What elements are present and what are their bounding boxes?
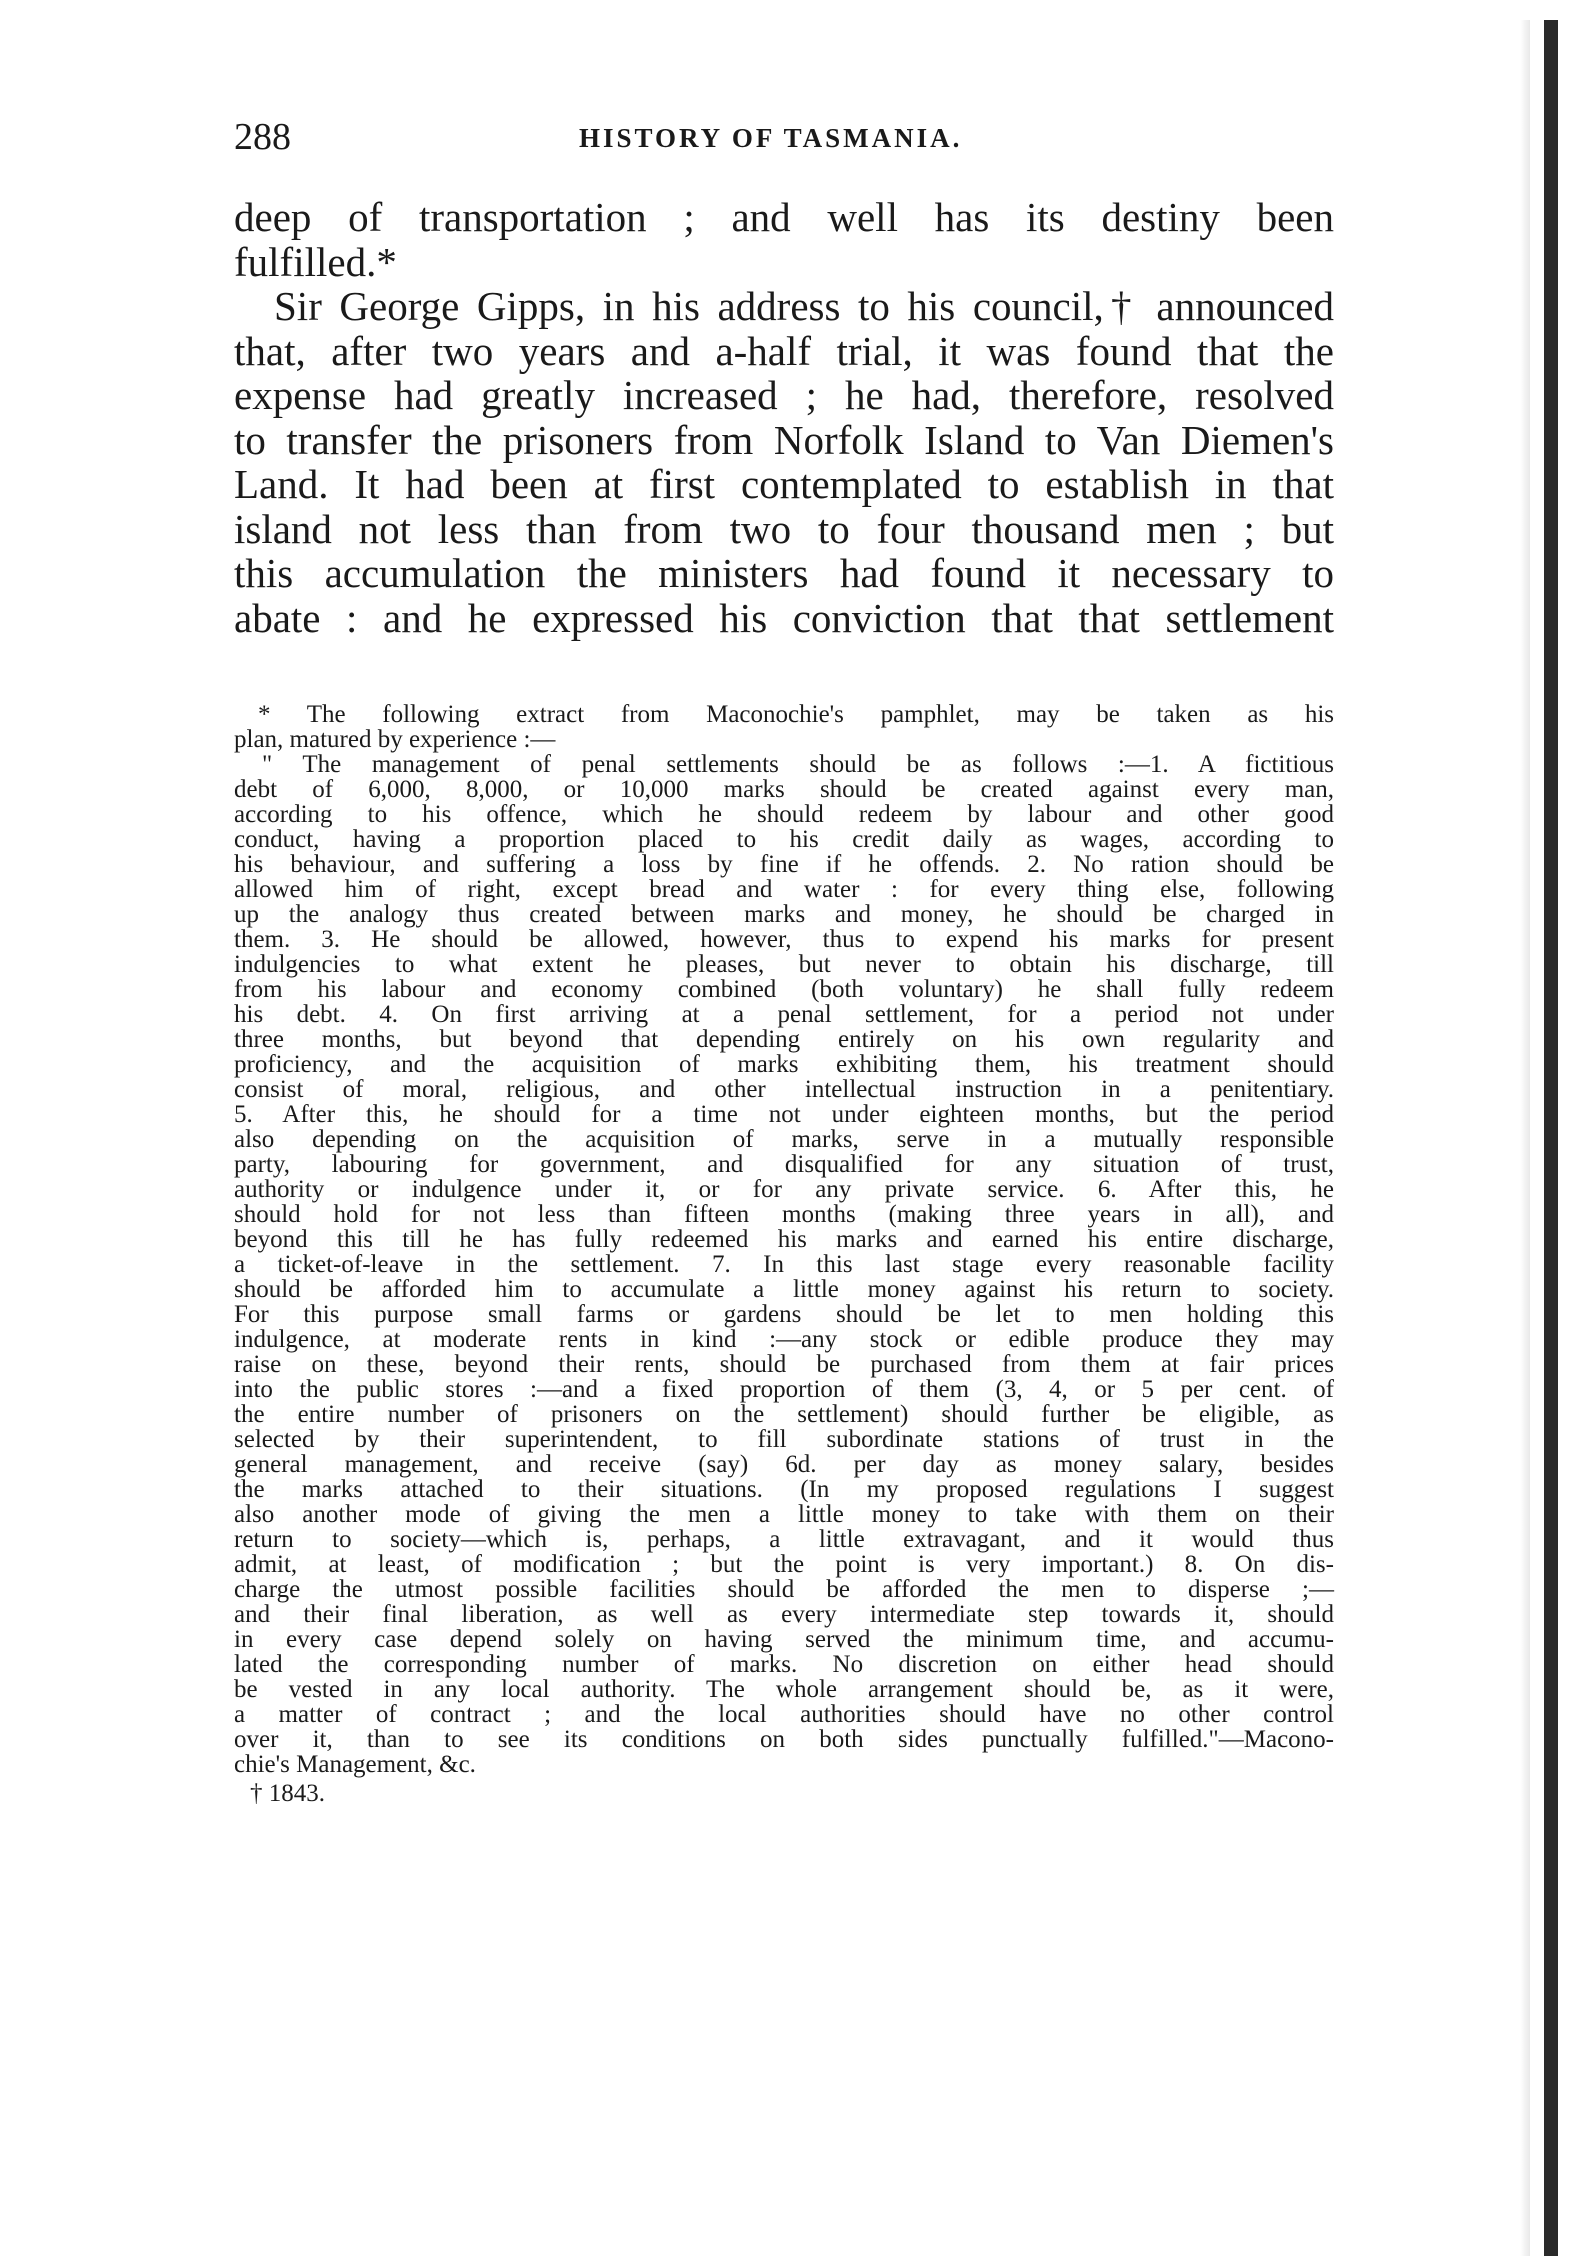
- footnote-star: [234, 702, 1334, 1777]
- scan-edge-shadow: [1520, 20, 1530, 2256]
- footnote-line: also another mode of giving the men a little money to take with them on their: [234, 1501, 1334, 1528]
- footnote-line: should hold for not less than fifteen months (making three years in all), and: [234, 1201, 1334, 1228]
- footnote-line: admit, at least, of modification ; but the point is very important.) 8. On dis-: [234, 1551, 1334, 1578]
- body-line: Land. It had been at first contemplated to establish in that: [234, 461, 1334, 507]
- footnote-line: three months, but beyond that depending entirely on his own regularity and: [234, 1026, 1334, 1053]
- running-title: HISTORY OF TASMANIA.: [579, 123, 963, 153]
- footnote-line: * The following extract from Maconochie's pamphlet, may be taken as his: [258, 701, 1334, 728]
- body-line: expense had greatly increased ; he had, therefore, resolved: [234, 372, 1334, 418]
- footnotes: [234, 702, 1334, 1809]
- footnote-line: " The management of penal settlements should be as follows :—1. A fictitious: [262, 751, 1334, 778]
- page-header: [234, 112, 1334, 162]
- page-number: 288: [234, 116, 291, 158]
- body-line: abate : and he expressed his conviction that that settlement: [234, 594, 1334, 641]
- scan-page-edge: [1544, 20, 1558, 2256]
- footnote-line: charge the utmost possible facilities should be afforded the men to disperse ;—: [234, 1576, 1334, 1603]
- body-line: deep of transportation ; and well has its destiny been: [234, 194, 1334, 240]
- footnote-line: up the analogy thus created between marks and money, he should be charged in: [234, 901, 1334, 928]
- footnote-line: and their final liberation, as well as every intermediate step towards it, should: [234, 1601, 1334, 1628]
- body-line: that, after two years and a-half trial, it was found that the: [234, 327, 1334, 374]
- footnote-line: lated the corresponding number of marks. No discretion on either head should: [234, 1651, 1334, 1678]
- footnote-line: beyond this till he has fully redeemed his marks and earned his entire discharge,: [234, 1226, 1334, 1253]
- footnote-line: debt of 6,000, 8,000, or 10,000 marks should be created against every man,: [234, 776, 1334, 803]
- footnote-line: according to his offence, which he should redeem by labour and other good: [234, 801, 1334, 828]
- footnote-line: the entire number of prisoners on the settlement) should further be eligible, as: [234, 1401, 1334, 1428]
- footnote-dagger: † 1843.: [250, 1780, 325, 1807]
- footnote-line: return to society—which is, perhaps, a little extravagant, and it would thus: [234, 1526, 1334, 1553]
- footnote-line: consist of moral, religious, and other intellectual instruction in a penitentiary.: [234, 1076, 1334, 1103]
- footnote-line: indulgence, at moderate rents in kind :—any stock or edible produce they may: [234, 1326, 1334, 1353]
- footnote-line: his behaviour, and suffering a loss by fine if he offends. 2. No ration should be: [234, 851, 1334, 878]
- footnote-line: the marks attached to their situations. (In my proposed regulations I suggest: [234, 1476, 1334, 1503]
- footnote-line: authority or indulgence under it, or for any private service. 6. After this, he: [234, 1176, 1334, 1203]
- footnote-line: should be afforded him to accumulate a little money against his return to society.: [234, 1276, 1334, 1303]
- main-body-text: [234, 195, 1334, 640]
- footnote-line: a matter of contract ; and the local authorities should have no other control: [234, 1701, 1334, 1728]
- footnote-line: from his labour and economy combined (both voluntary) he shall fully redeem: [234, 976, 1334, 1003]
- footnote-line: be vested in any local authority. The whole arrangement should be, as it were,: [234, 1676, 1334, 1703]
- footnote-line: them. 3. He should be allowed, however, thus to expend his marks for present: [234, 926, 1334, 953]
- footnote-line: proficiency, and the acquisition of marks exhibiting them, his treatment should: [234, 1051, 1334, 1078]
- footnote-line: selected by their superintendent, to fill subordinate stations of trust in the: [234, 1426, 1334, 1453]
- footnote-line: chie's Management, &c.: [234, 1751, 476, 1778]
- footnote-line: plan, matured by experience :—: [234, 726, 556, 753]
- footnote-line: conduct, having a proportion placed to his credit daily as wages, according to: [234, 826, 1334, 853]
- footnote-line: raise on these, beyond their rents, should be purchased from them at fair prices: [234, 1351, 1334, 1378]
- footnote-line: over it, than to see its conditions on both sides punctually fulfilled."—Macono-: [234, 1726, 1334, 1753]
- body-line: Sir George Gipps, in his address to his council,† announced: [274, 283, 1334, 329]
- footnote-line: also depending on the acquisition of marks, serve in a mutually responsible: [234, 1126, 1334, 1153]
- body-line: this accumulation the ministers had found it necessary to: [234, 550, 1334, 596]
- footnote-line: indulgencies to what extent he pleases, but never to obtain his discharge, till: [234, 951, 1334, 978]
- footnote-line: allowed him of right, except bread and water : for every thing else, following: [234, 876, 1334, 903]
- footnote-line: general management, and receive (say) 6d. per day as money salary, besides: [234, 1451, 1334, 1478]
- footnote-line: his debt. 4. On first arriving at a penal settlement, for a period not under: [234, 1001, 1334, 1028]
- footnote-line: For this purpose small farms or gardens should be let to men holding this: [234, 1301, 1334, 1328]
- body-line: fulfilled.*: [234, 238, 397, 285]
- footnote-line: in every case depend solely on having served the minimum time, and accumu-: [234, 1626, 1334, 1653]
- footnote-line: a ticket-of-leave in the settlement. 7. In this last stage every reasonable facility: [234, 1251, 1334, 1278]
- footnote-line: party, labouring for government, and disqualified for any situation of trust,: [234, 1151, 1334, 1178]
- body-line: island not less than from two to four thousand men ; but: [234, 505, 1334, 552]
- body-line: to transfer the prisoners from Norfolk Island to Van Diemen's: [234, 416, 1334, 463]
- footnote-line: 5. After this, he should for a time not under eighteen months, but the period: [234, 1101, 1334, 1128]
- footnote-line: into the public stores :—and a fixed proportion of them (3, 4, or 5 per cent. of: [234, 1376, 1334, 1403]
